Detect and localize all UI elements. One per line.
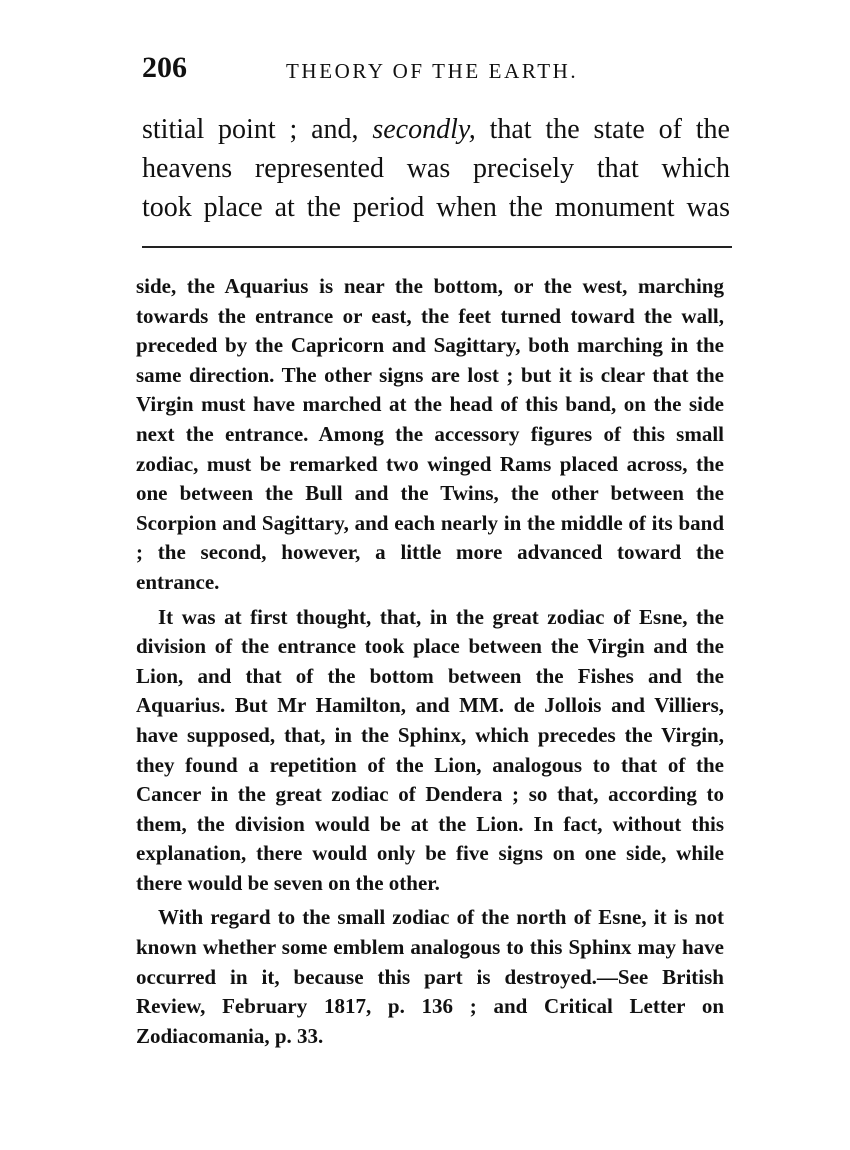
main-text-line bbox=[142, 110, 730, 149]
footnote-separator-rule bbox=[142, 246, 732, 248]
italic-word: secondly, bbox=[372, 114, 476, 145]
running-head bbox=[130, 50, 730, 86]
page-number: 206 bbox=[142, 51, 187, 84]
footnote-paragraph: side, the Aquarius is near the bottom, or the west, marching towards the entrance or east, the feet turned toward the wall, preceded by the Capricorn and Sagittary, both marching in the same direction. The other signs are lost ; but it is clear that the Virgin must have marched at the head of this band, on the side next the entrance. Among the accessory figures of this small zodiac, must be remarked two winged Rams placed across, the one between the Bull and the Twins, the other between the Scorpion and Sagittary, and each nearly in the middle of its band ; the second, however, a little more advanced toward the entrance. bbox=[136, 274, 724, 594]
footnote bbox=[136, 272, 724, 1056]
footnote-paragraph: With regard to the small zodiac of the north of Esne, it is not known whether some emblem analogous to this Sphinx may have occurred in it, because this part is destroyed.—See British Review, February 1817, p. 136 ; and Critical Letter on Zodiacomania, p. 33. bbox=[136, 905, 724, 1048]
main-text-segment: that the state of the bbox=[475, 114, 730, 145]
main-text bbox=[142, 110, 730, 227]
main-text-segment: stitial point ; and, bbox=[142, 114, 373, 145]
footnote-paragraph: It was at first thought, that, in the great zodiac of Esne, the division of the entrance took place between the Virgin and the Lion, and that of the bottom between the Fishes and the Aquarius. But Mr Hamilton, and MM. de Jollois and Villiers, have supposed, that, in the Sphinx, which precedes the Virgin, they found a repetition of the Lion, analogous to that of the Cancer in the great zodiac of Dendera ; so that, according to them, the division would be at the Lion. In fact, without this explanation, there would only be five signs on one side, while there would be seven on the other. bbox=[136, 604, 724, 895]
main-text-line: took place at the period when the monument was bbox=[142, 192, 730, 223]
running-title: THEORY OF THE EARTH. bbox=[286, 59, 579, 83]
main-text-line: heavens represented was precisely that which bbox=[142, 153, 730, 184]
